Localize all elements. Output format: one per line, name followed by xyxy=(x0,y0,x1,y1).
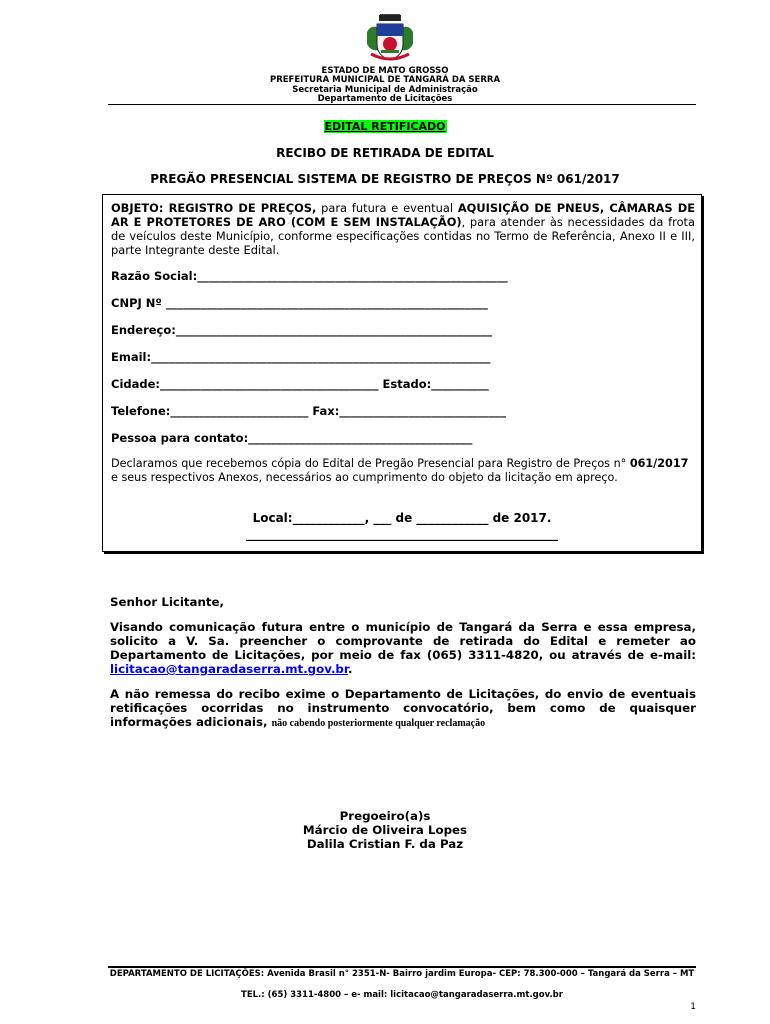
local-date-line[interactable]: Local:____________, ___ de ____________ de 2017. xyxy=(252,511,552,525)
header-departamento: Departamento de Licitações xyxy=(317,94,453,104)
objeto-paragraph xyxy=(111,201,695,257)
declaracao-text2: e seus respectivos Anexos, necessários ao cumprimento do objeto da licitação em apreço. xyxy=(111,471,618,484)
signatory-role: Pregoeiro(a)s xyxy=(339,809,431,823)
telefone-fax-field[interactable]: Telefone:________________________ Fax:_____________________________ xyxy=(111,404,507,418)
cidade-estado-field[interactable]: Cidade:______________________________________ Estado:__________ xyxy=(111,377,489,391)
document-title: RECIBO DE RETIRADA DE EDITAL xyxy=(276,146,494,160)
page-number: 1 xyxy=(690,1002,696,1012)
declaracao-number: 061/2017 xyxy=(629,457,689,470)
objeto-text1: para futura e eventual xyxy=(316,201,458,215)
signature-line[interactable]: ____________________________________________________ xyxy=(246,527,558,541)
municipal-crest-icon xyxy=(365,14,415,64)
notice-small-text: não cabendo posteriormente qualquer reclamação xyxy=(271,718,486,729)
notice-paragraph xyxy=(110,687,696,731)
signatory-name-1: Márcio de Oliveira Lopes xyxy=(302,823,468,837)
declaracao-text1: Declaramos que recebemos cópia do Edital de Pregão Presencial para Registro de Preços n° xyxy=(111,457,630,470)
header-divider xyxy=(108,104,696,105)
communication-end: . xyxy=(348,662,353,676)
header-state: ESTADO DE MATO GROSSO xyxy=(321,66,449,76)
email-link[interactable]: licitacao@tangaradaserra.mt.gov.br xyxy=(110,662,349,676)
communication-text: Visando comunicação futura entre o município de Tangará da Serra e essa empresa, solicito a V. Sa. preencher o comprovante de retirada do Edital e remeter ao Departamento de Licitações, por meio de fax (065) 3311-4820, ou através de e-mail: xyxy=(110,620,696,662)
signatory-name-2: Dalila Cristian F. da Paz xyxy=(306,837,464,851)
objeto-bold: AQUISIÇÃO DE PNEUS, CÂMARAS DE AR E PROTETORES DE ARO (COM E SEM INSTALAÇÃO) xyxy=(111,201,695,229)
objeto-label: OBJETO: REGISTRO DE PREÇOS, xyxy=(111,201,317,215)
contato-field[interactable]: Pessoa para contato:_______________________________________ xyxy=(111,431,473,445)
footer-contact: TEL.: (65) 3311-4800 – e- mail: licitacao@tangaradaserra.mt.gov.br xyxy=(241,990,563,1000)
communication-paragraph xyxy=(110,620,696,676)
edital-retificado-highlight: EDITAL RETIFICADO xyxy=(324,120,446,133)
endereco-field[interactable]: Endereço:_______________________________________________________ xyxy=(111,323,493,337)
footer-divider xyxy=(108,966,696,968)
razao-social-field[interactable]: Razão Social:______________________________________________________ xyxy=(111,269,508,283)
cnpj-field[interactable]: CNPJ Nº ________________________________________________________ xyxy=(111,296,488,310)
notice-text: A não remessa do recibo exime o Departamento de Licitações, do envio de eventuais retificações ocorridas no instrumento convocatório, bem como de quaisquer informações adicionais, xyxy=(110,687,696,729)
greeting: Senhor Licitante, xyxy=(110,595,225,609)
receipt-form-box xyxy=(102,194,702,552)
header-prefeitura: PREFEITURA MUNICIPAL DE TANGARÁ DA SERRA xyxy=(269,75,501,85)
footer-address: DEPARTAMENTO DE LICITAÇÕES: Avenida Brasil n° 2351-N- Bairro jardim Europa- CEP: 78.300-000 – Tangará da Serra – MT xyxy=(109,969,695,979)
email-field[interactable]: Email:___________________________________________________________ xyxy=(111,350,491,364)
edital-retificado-label xyxy=(0,120,770,133)
header-secretaria: Secretaria Municipal de Administração xyxy=(292,85,478,95)
document-subtitle: PREGÃO PRESENCIAL SISTEMA DE REGISTRO DE PREÇOS Nº 061/2017 xyxy=(150,172,620,186)
objeto-text2: , para atender às necessidades da frota de veículos deste Município, conforme especificações contidas no Termo de Referência, Anexo II e III, parte Integrante deste Edital. xyxy=(111,215,695,257)
declaracao-paragraph xyxy=(111,457,695,485)
